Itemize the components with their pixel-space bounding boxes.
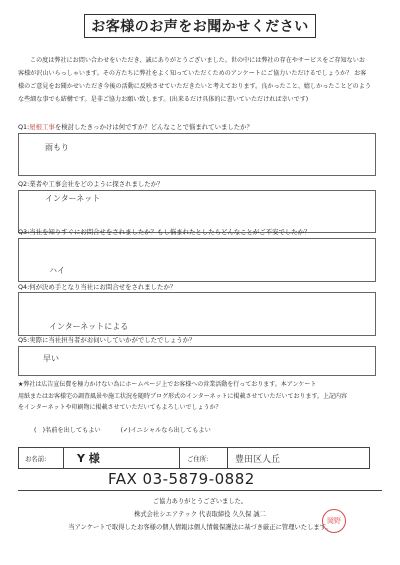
consent-checkbox-initial[interactable]: (✓) <box>120 427 131 434</box>
fax-number: FAX 03-5879-0882 <box>108 470 255 488</box>
answer-4-text: インターネットによる <box>49 322 129 331</box>
answer-5-text: 早い <box>43 354 59 363</box>
question-5-label <box>18 335 195 344</box>
name-field[interactable]: Y 様 <box>77 452 100 465</box>
company-name: 株式会社シエアテック 代表取締役 久久保 誠二 <box>134 511 266 518</box>
name-address-row <box>18 447 370 469</box>
question-text: 当社を知りすぐにお問合せをされましたか？もし悩まれたとしたらどんなことがご不安でしたか？ <box>29 228 311 236</box>
question-prefix: Q2: <box>18 180 30 188</box>
seal-stamp-text: 岡野 <box>327 517 341 525</box>
address-divider-left <box>179 448 180 468</box>
question-prefix: Q5: <box>18 336 30 344</box>
intro-line: な些細な事でも結構です。是非ご協力お願い致します。(出来るだけ具体的に書いていただければ幸いです) <box>18 96 309 103</box>
answer-2-text: インターネット <box>45 194 101 203</box>
intro-text <box>18 54 384 106</box>
name-label: お名前: <box>25 454 47 463</box>
address-divider-right <box>227 448 228 468</box>
page-title-text: お客様のお声をお聞かせください <box>91 19 309 35</box>
question-text: 業者や工事会社をどのように探されましたか？ <box>29 180 164 188</box>
question-prefix: Q4: <box>18 283 30 291</box>
question-text: 何が決め手となり当社にお問合せをされましたか？ <box>29 283 177 291</box>
question-prefix: Q1: <box>18 123 30 131</box>
question-prefix: Q3: <box>18 228 30 236</box>
consent-option-name: 名前を出してもよい <box>45 427 101 434</box>
intro-line: 様のご意見をお聞かせいただき今後の活動に反映させていただきたいと考えております。良かったこと、嬉しかったことどのよう <box>18 83 371 90</box>
thanks-text: ご協力ありがとうございました。 <box>152 498 248 505</box>
address-field[interactable]: 豊田区人丘 <box>235 454 281 465</box>
notice-line: をインターネットや印刷物に掲載させていただいてもよろしいでしょうか？ <box>18 404 222 411</box>
fax-divider <box>18 490 382 491</box>
notice-line: 用紙またはお客様宅の調査風景や施工状況を随時ブログ形式のインターネットに掲載させていただいております。上記内容 <box>18 392 347 400</box>
question-4-label <box>18 282 176 291</box>
seal-stamp <box>322 509 346 533</box>
intro-line: この度は弊社にお問い合わせをいただき、誠にありがとうございました。世の中には弊社の存在やサービスをご存知ないお <box>30 57 365 64</box>
consent-checkbox-name[interactable]: ( ) <box>34 427 46 434</box>
answer-4-box[interactable] <box>18 292 376 336</box>
notice-line: ★弊社は広告宣伝費を極力かけない為にホームページ上でお客様への営業活動を行っております。本アンケート <box>18 381 317 388</box>
answer-5-box[interactable] <box>18 346 376 376</box>
answer-3-box[interactable] <box>18 238 376 282</box>
answer-1-text: 雨もり <box>45 143 69 152</box>
question-3-label <box>18 227 310 236</box>
privacy-notice: 当アンケートで取得したお客様の個人情報は個人情報保護法に基づき厳正に管理いたします。 <box>68 524 332 531</box>
name-divider <box>63 448 64 468</box>
notice-text <box>18 379 384 414</box>
intro-line: 客様が沢山いらっしゃいます。その方たちに弊社をよく知っていただくためのアンケートにご協力いただけるでしょうか？ お客 <box>18 70 367 77</box>
address-label: ご住所: <box>187 454 209 463</box>
answer-1-box[interactable] <box>18 133 376 176</box>
question-1-label <box>18 122 253 131</box>
answer-3-text: ハイ <box>49 266 65 275</box>
page-title <box>84 14 316 38</box>
question-2-label <box>18 179 163 188</box>
question-text: 実際に当社担当者がお伺いしていかがでしたでしょうか？ <box>29 336 196 344</box>
question-text: を検討したきっかけは何ですか？どんなことで悩まれていましたか？ <box>54 123 253 131</box>
question-highlight: 屋根工事 <box>29 123 55 131</box>
consent-option-initial: イニシャルなら出してもよい <box>130 427 211 434</box>
consent-options <box>18 425 211 434</box>
